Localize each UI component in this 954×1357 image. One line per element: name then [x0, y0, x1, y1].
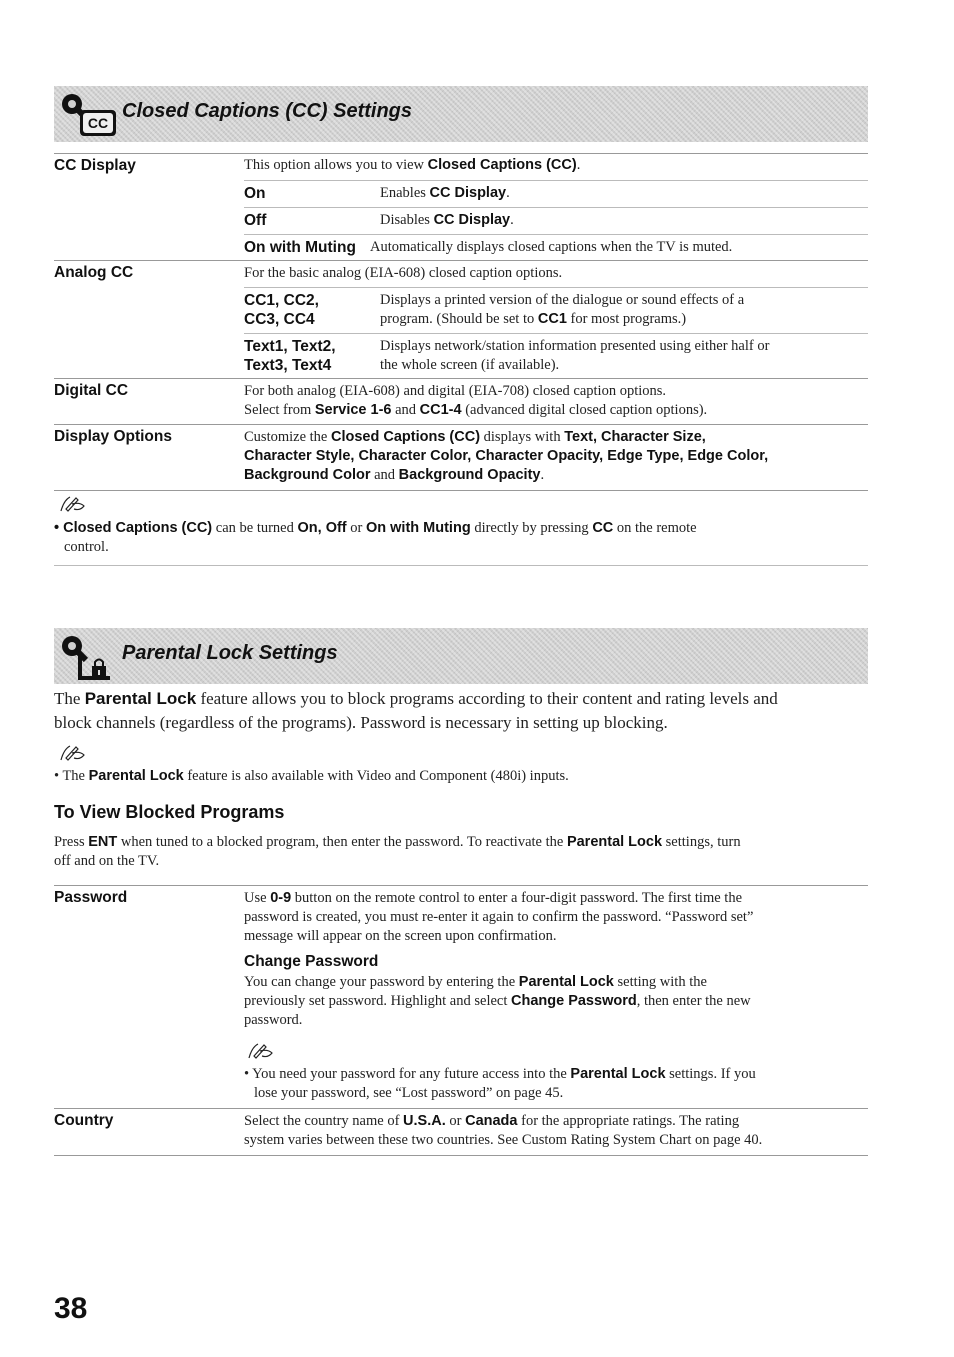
password-note: • You need your password for any future access into the Parental Lock settings. If you lose your password, see “Lost password” on page 45.: [244, 1066, 756, 1101]
analog-cc-row: [54, 260, 868, 379]
parental-lock-intro: The Parental Lock feature allows you to block programs according to their content and rating levels and block channels (regardless of the programs). Password is necessary in setting up blocking.: [54, 689, 778, 732]
country-term: Country: [54, 1112, 114, 1129]
parental-lock-icon: [58, 632, 118, 682]
cc-display-term: CC Display: [54, 157, 136, 174]
display-options-term: Display Options: [54, 428, 172, 445]
display-options-desc: Customize the Closed Captions (CC) displays with Text, Character Size, Character Style, Character Color, Character Opacity, Edge Type, Edge Color, Background Color and Background Opacity.: [244, 429, 769, 483]
cc-settings-banner: [54, 86, 868, 142]
parental-lock-section-title: Parental Lock Settings: [122, 642, 338, 664]
cc-settings-icon: [58, 90, 118, 140]
pl-table-bottom-rule: [54, 1155, 868, 1156]
parental-lock-banner: [54, 628, 868, 684]
note-pencil-icon: [246, 1041, 280, 1061]
password-desc: Use 0-9 button on the remote control to enter a four-digit password. The first time the password is created, you must re-enter it again to confirm the password. “Password set” message will appear on the screen upon confirmation.: [244, 890, 754, 944]
blocked-programs-heading: To View Blocked Programs: [54, 802, 285, 822]
cc-note-rule: [54, 565, 868, 566]
digital-cc-desc: For both analog (EIA-608) and digital (EIA-708) closed caption options. Select from Service 1-6 and CC1-4 (advanced digital closed caption options).: [244, 383, 708, 418]
country-desc: Select the country name of U.S.A. or Canada for the appropriate ratings. The rating system varies between these two countries. See Custom Rating System Chart on page 40.: [244, 1113, 763, 1148]
digital-cc-term: Digital CC: [54, 382, 129, 399]
password-term: Password: [54, 889, 128, 906]
cc-table-bottom-rule: [54, 490, 868, 491]
note-pencil-icon: [58, 494, 92, 514]
cc-display-opt-off: Off Disables CC Display.: [244, 207, 868, 234]
cc-display-opt-muting: On with Muting Automatically displays closed captions when the TV is muted.: [244, 234, 868, 261]
change-password-title: Change Password: [244, 953, 379, 970]
cc-display-desc: This option allows you to view Closed Captions (CC).: [244, 157, 581, 173]
cc-display-row: [54, 153, 868, 261]
digital-cc-row: [54, 378, 868, 425]
parental-lock-note: • The Parental Lock feature is also available with Video and Component (480i) inputs.: [54, 768, 569, 784]
svg-text:CC: CC: [87, 115, 109, 131]
cc-display-opt-on: On Enables CC Display.: [244, 180, 868, 207]
analog-cc-opt-cc: CC1, CC2, CC3, CC4 Displays a printed version of the dialogue or sound effects of a program. (Should be set to CC1 for most programs.): [244, 287, 868, 334]
analog-cc-desc: For the basic analog (EIA-608) closed caption options.: [244, 265, 563, 281]
cc-section-title: Closed Captions (CC) Settings: [122, 100, 413, 122]
change-password-desc: You can change your password by entering the Parental Lock setting with the previously set password. Highlight and select Change Password, then enter the new password.: [244, 974, 751, 1028]
analog-cc-opt-text: Text1, Text2, Text3, Text4 Displays network/station information presented using either half or the whole screen (if available).: [244, 333, 868, 380]
country-row: [54, 1108, 868, 1156]
analog-cc-term: Analog CC: [54, 264, 134, 281]
password-row: [54, 885, 868, 1109]
note-pencil-icon: [58, 743, 92, 763]
blocked-programs-text: Press ENT when tuned to a blocked program, then enter the password. To reactivate the Parental Lock settings, turn off and on the TV.: [54, 834, 741, 869]
page-number: 38: [54, 1292, 88, 1325]
cc-note: • Closed Captions (CC) can be turned On, Off or On with Muting directly by pressing CC on the remote control.: [54, 520, 697, 555]
display-options-row: [54, 424, 868, 491]
